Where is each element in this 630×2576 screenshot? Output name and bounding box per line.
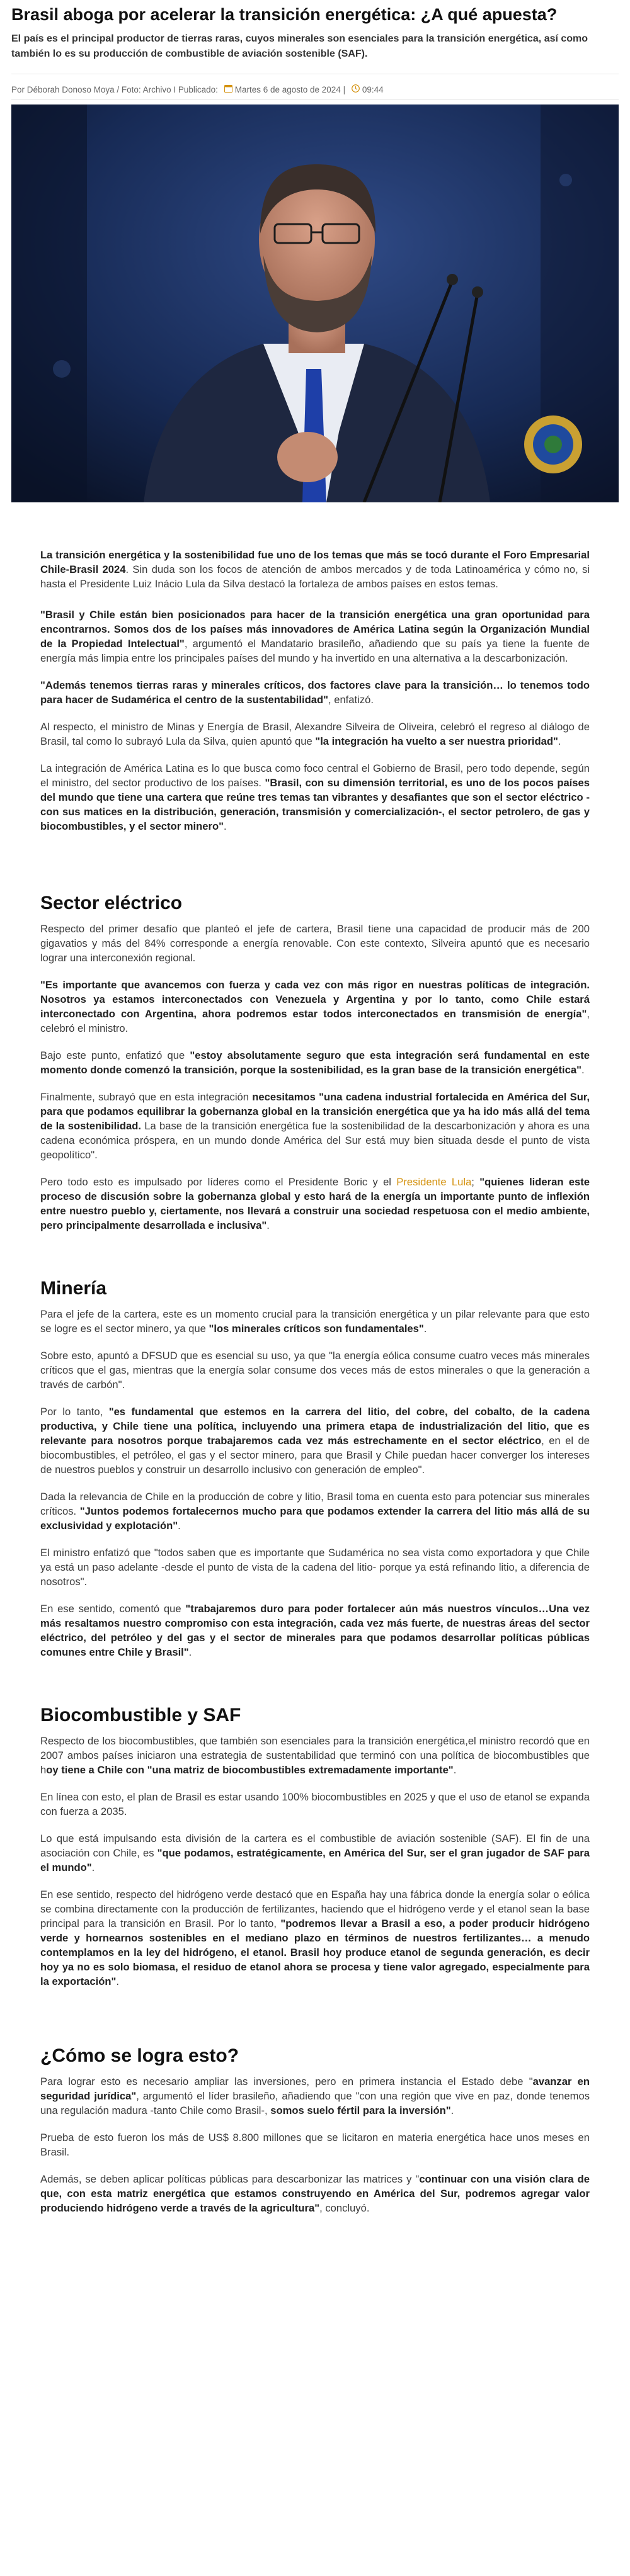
- paragraph: Para lograr esto es necesario ampliar las inversiones, pero en primera instancia el Estado debe "avanzar en seguridad jurídica", argumentó el líder brasileño, añadiendo que "con una región que vive en paz, donde tenemos una regulación madura -tanto Chile como Brasil-, somos suelo fértil para la inversión".: [40, 2076, 590, 2116]
- byline: [11, 82, 619, 98]
- paragraph: Para el jefe de la cartera, este es un momento crucial para la transición energética y un pilar relevante para que esto se logre es el sector minero, ya que "los minerales críticos son fundamentales".: [40, 1308, 590, 1335]
- paragraph: "Es importante que avancemos con fuerza y cada vez con más rigor en nuestras políticas de integración. Nosotros ya estamos interconectados con Venezuela y Argentina y por lo tanto, como Chile estará interconectado con Argentina, ahora podremos estar todos interconectados en transmisión de energía", celebró el ministro.: [40, 979, 590, 1034]
- paragraph: Sobre esto, apuntó a DFSUD que es esencial su uso, ya que "la energía eólica consume cuatro veces más minerales críticos que el gas, mientras que la energía solar consume dos veces más de estos minerales o que la generación a través de carbón".: [40, 1350, 590, 1391]
- paragraph: "Además tenemos tierras raras y minerales críticos, dos factores clave para la transición… lo tenemos todo para hacer de Sudamérica el centro de la sustentabilidad", enfatizó.: [40, 679, 590, 706]
- section-heading-sector-electrico: Sector eléctrico: [40, 893, 183, 913]
- section-heading-como-se-logra: ¿Cómo se logra esto?: [40, 2045, 239, 2066]
- paragraph: Por lo tanto, "es fundamental que estemos en la carrera del litio, del cobre, del cobalto, de la cadena productiva, y Chile tiene una política, incluyendo una primera etapa de industrialización del litio, que es relevante para nosotros porque trabajaremos cada vez más estrechamente en el sector eléctrico, en el de biocombustibles, el petróleo, el gas y el sector minero, para que Brasil y Chile puedan hacer converger los intereses de nuestros pueblos y construir un desarrollo inclusivo con generación de empleo".: [40, 1406, 590, 1476]
- paragraph: En ese sentido, comentó que "trabajaremos duro para poder fortalecer aún más nuestros vínculos…Una vez más resaltamos nuestro compromiso con esta integración, cada vez más fuerte, de nuestras áreas del sector eléctrico, del petróleo y del gas y el sector de minerales para que podamos desarrollar políticas públicas comunes entre Chile y Brasil".: [40, 1603, 590, 1658]
- byline-time: 09:44: [362, 85, 384, 94]
- paragraph: Además, se deben aplicar políticas públicas para descarbonizar las matrices y "continuar con una visión clara de que, con esta matriz energética que estamos construyendo en América del Sur, podremos agregar valor produciendo hidrógeno verde a través de la agricultura", concluyó.: [40, 2173, 590, 2214]
- byline-date: Martes 6 de agosto de 2024: [234, 85, 341, 94]
- paragraph: El ministro enfatizó que "todos saben que es importante que Sudamérica no sea vista como exportadora y que Chile ya está un paso adelante -desde el punto de vista de la cadena del litio- porque ya está refinando litio, a diferencia de nosotros".: [40, 1547, 590, 1588]
- hero-photo: [11, 105, 619, 502]
- section-heading-biocombustible: Biocombustible y SAF: [40, 1705, 241, 1726]
- section-heading-mineria: Minería: [40, 1278, 107, 1299]
- link-foro-empresarial[interactable]: Foro Empresarial Chile-Brasil 2024: [40, 549, 590, 575]
- paragraph: Lo que está impulsando esta división de la cartera es el combustible de aviación sostenible (SAF). El fin de una asociación con Chile, es "que podamos, estratégicamente, en América del Sur, ser el gran jugador de SAF para el mundo".: [40, 1833, 590, 1873]
- article-body: [40, 548, 590, 2228]
- paragraph: Pero todo esto es impulsado por líderes como el Presidente Boric y el Presidente Lula; "quienes lideran este proceso de discusión sobre la gobernanza global y esto hará de la energía un importante punto de inflexión entre nuestro pueblo y, ciertamente, nos llevará a construir una sociedad respetuosa con el medio ambiente, pero principalmente desarrollada e inclusiva".: [40, 1176, 590, 1231]
- byline-author: Por Déborah Donoso Moya / Foto: Archivo I Publicado:: [11, 85, 218, 94]
- paragraph: Finalmente, subrayó que en esta integración necesitamos "una cadena industrial fortalecida en América del Sur, para que podamos equilibrar la gobernanza global en la transición energética que ya ha ido más allá del tema de la sostenibilidad. La base de la transición energética fue la sostenibilidad de la descarbonización y ahora es una cadena económica próspera, en un mundo donde América del Sur está muy bien situada desde el punto de vista geopolítico".: [40, 1091, 590, 1161]
- link-brasil-dimension[interactable]: "Brasil, con su dimensión territorial,: [265, 777, 448, 789]
- divider-bottom: [11, 99, 619, 100]
- byline-separator: |: [343, 85, 346, 94]
- paragraph: En línea con esto, el plan de Brasil es estar usando 100% biocombustibles en 2025 y que el uso de etanol se expanda con fuerza a 2035.: [40, 1791, 590, 1817]
- paragraph: En ese sentido, respecto del hidrógeno verde destacó que en España hay una fábrica donde la energía solar o eólica se combina directamente con la producción de fertilizantes, haciendo que el hidrógeno verde y el etanol sean la base principal para la transición en Brasil. Por lo tanto, "podremos llevar a Brasil a eso, a poder producir hidrógeno verde y hornearnos sostenibles en el mediano plazo en términos de nuestros fertilizantes… a menudo contemplamos en la ley del hidrógeno, el etanol. Brasil hoy produce etanol de segunda generación, es decir hoy ya no es solo biomasa, el residuo de etanol ahora se procesa y tiene valor agregado, especialmente para la exportación".: [40, 1889, 590, 1987]
- paragraph: La transición energética y la sostenibilidad fue uno de los temas que más se tocó durante el Foro Empresarial Chile-Brasil 2024. Sin duda son los focos de atención de ambos mercados y de toda Latinoamérica y cómo no, si hasta el Presidente Luiz Inácio Lula da Silva destacó la fortaleza de ambos países en estos temas.: [40, 549, 590, 590]
- paragraph: Respecto de los biocombustibles, que también son esenciales para la transición energética,el ministro recordó que en 2007 ambos países iniciaron una estrategia de sustentabilidad que terminó con una política de biocombustibles que hoy tiene a Chile con "una matriz de biocombustibles extremadamente importante".: [40, 1735, 590, 1776]
- paragraph: Dada la relevancia de Chile en la producción de cobre y litio, Brasil toma en cuenta esto para potenciar sus minerales críticos. "Juntos podemos fortalecernos mucho para que podamos extender la carrera del litio más allá de su exclusividad y explotación".: [40, 1491, 590, 1532]
- article-title: Brasil aboga por acelerar la transición energética: ¿A qué apuesta?: [11, 5, 558, 24]
- paragraph: Prueba de esto fueron los más de US$ 8.800 millones que se licitaron en materia energética hace unos meses en Brasil.: [40, 2132, 590, 2158]
- clock-icon: [352, 82, 360, 98]
- paragraph: Respecto del primer desafío que planteó el jefe de cartera, Brasil tiene una capacidad de producir más de 200 gigavatios y más del 84% corresponde a energía renovable. Con este contexto, Silveira apuntó que es necesario lograr una interconexión regional.: [40, 923, 590, 964]
- paragraph: "Brasil y Chile están bien posicionados para hacer de la transición energética una gran oportunidad para encontrarnos. Somos dos de los países más innovadores de América Latina según la Organización Mundial de la Propiedad Intelectual", argumentó el Mandatario brasileño, añadiendo que su país ya tiene la fuente de energía más limpia entre los principales países del mundo y ha invertido en una alternativa a la descarbonización.: [40, 609, 590, 664]
- article-subtitle: El país es el principal productor de tierras raras, cuyos minerales son esenciales para la transición energética, así como también lo es su producción de combustible de aviación sostenible (SAF).: [11, 33, 588, 59]
- calendar-icon: [224, 82, 232, 98]
- link-presidente-lula[interactable]: Presidente Lula: [396, 1176, 472, 1188]
- paragraph: La integración de América Latina es lo que busca como foco central el Gobierno de Brasil, pero todo depende, según el ministro, del sector productivo de los países. "Brasil, con su dimensión territorial, es uno de los pocos países del mundo que tiene una cartera que reúne tres temas tan vibrantes y desafiantes que son el sector eléctrico -con sus matices en la distribución, generación, transmisión y comercialización-, el sector petrolero, de gas y biocombustibles, y el sector minero".: [40, 762, 590, 832]
- paragraph: Al respecto, el ministro de Minas y Energía de Brasil, Alexandre Silveira de Oliveira, celebró el regreso al diálogo de Brasil, tal como lo subrayó Lula da Silva, quien apuntó que "la integración ha vuelto a ser nuestra prioridad".: [40, 721, 590, 747]
- paragraph: Bajo este punto, enfatizó que "estoy absolutamente seguro que esta integración será fundamental en este momento donde comenzó la transición, porque la sostenibilidad, es la gran base de la transición energética".: [40, 1049, 590, 1076]
